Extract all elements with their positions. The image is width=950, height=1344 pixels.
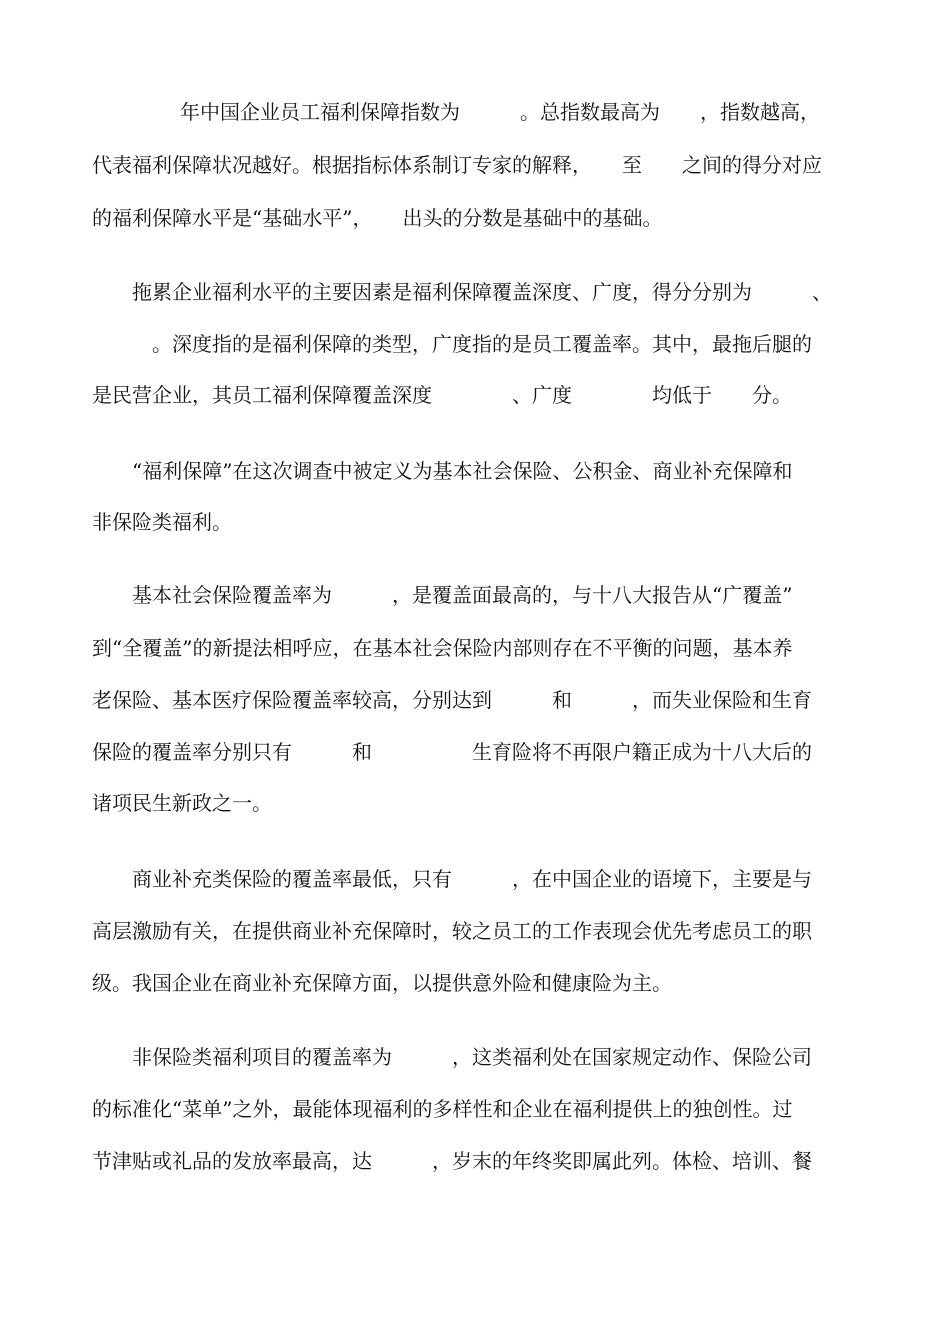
text-line: 到“全覆盖”的新提法相呼应，在基本社会保险内部则存在不平衡的问题，基本养 xyxy=(92,636,793,660)
text-line: 诸项民生新政之一。 xyxy=(92,791,272,815)
text-line: 的福利保障水平是“基础水平”， 出头的分数是基础中的基础。 xyxy=(92,206,663,230)
text-line: 是民营企业，其员工福利保障覆盖深度 、广度 均低于 分。 xyxy=(92,383,792,407)
text-line: 代表福利保障状况越好。根据指标体系制订专家的解释， 至 之间的得分对应 xyxy=(92,153,822,177)
text-line: 基本社会保险覆盖率为 ，是覆盖面最高的，与十八大报告从“广覆盖” xyxy=(132,583,793,607)
text-line: 节津贴或礼品的发放率最高，达 ，岁末的年终奖即属此列。体检、培训、餐 xyxy=(92,1149,812,1173)
text-line: 高层激励有关，在提供商业补充保障时，较之员工的工作表现会优先考虑员工的职 xyxy=(92,919,812,943)
text-line: 年中国企业员工福利保障指数为 。总指数最高为 ，指数越高， xyxy=(180,100,820,124)
text-line: 级。我国企业在商业补充保障方面，以提供意外险和健康险为主。 xyxy=(92,971,672,995)
text-line: 非保险类福利。 xyxy=(92,510,232,534)
text-line: 非保险类福利项目的覆盖率为 ，这类福利处在国家规定动作、保险公司 xyxy=(132,1045,812,1069)
text-line: 保险的覆盖率分别只有 和 生育险将不再限户籍正成为十八大后的 xyxy=(92,740,812,764)
text-line: 商业补充类保险的覆盖率最低，只有 ，在中国企业的语境下，主要是与 xyxy=(132,867,812,891)
text-line: 。深度指的是福利保障的类型，广度指的是员工覆盖率。其中，最拖后腿的 xyxy=(132,332,812,356)
text-line: 老保险、基本医疗保险覆盖率较高，分别达到 和 ，而失业保险和生育 xyxy=(92,688,812,712)
text-line: 拖累企业福利水平的主要因素是福利保障覆盖深度、广度，得分分别为 、 xyxy=(132,280,832,304)
text-line: “福利保障”在这次调查中被定义为基本社会保险、公积金、商业补充保障和 xyxy=(132,459,793,483)
text-line: 的标准化“菜单”之外，最能体现福利的多样性和企业在福利提供上的独创性。过 xyxy=(92,1097,793,1121)
